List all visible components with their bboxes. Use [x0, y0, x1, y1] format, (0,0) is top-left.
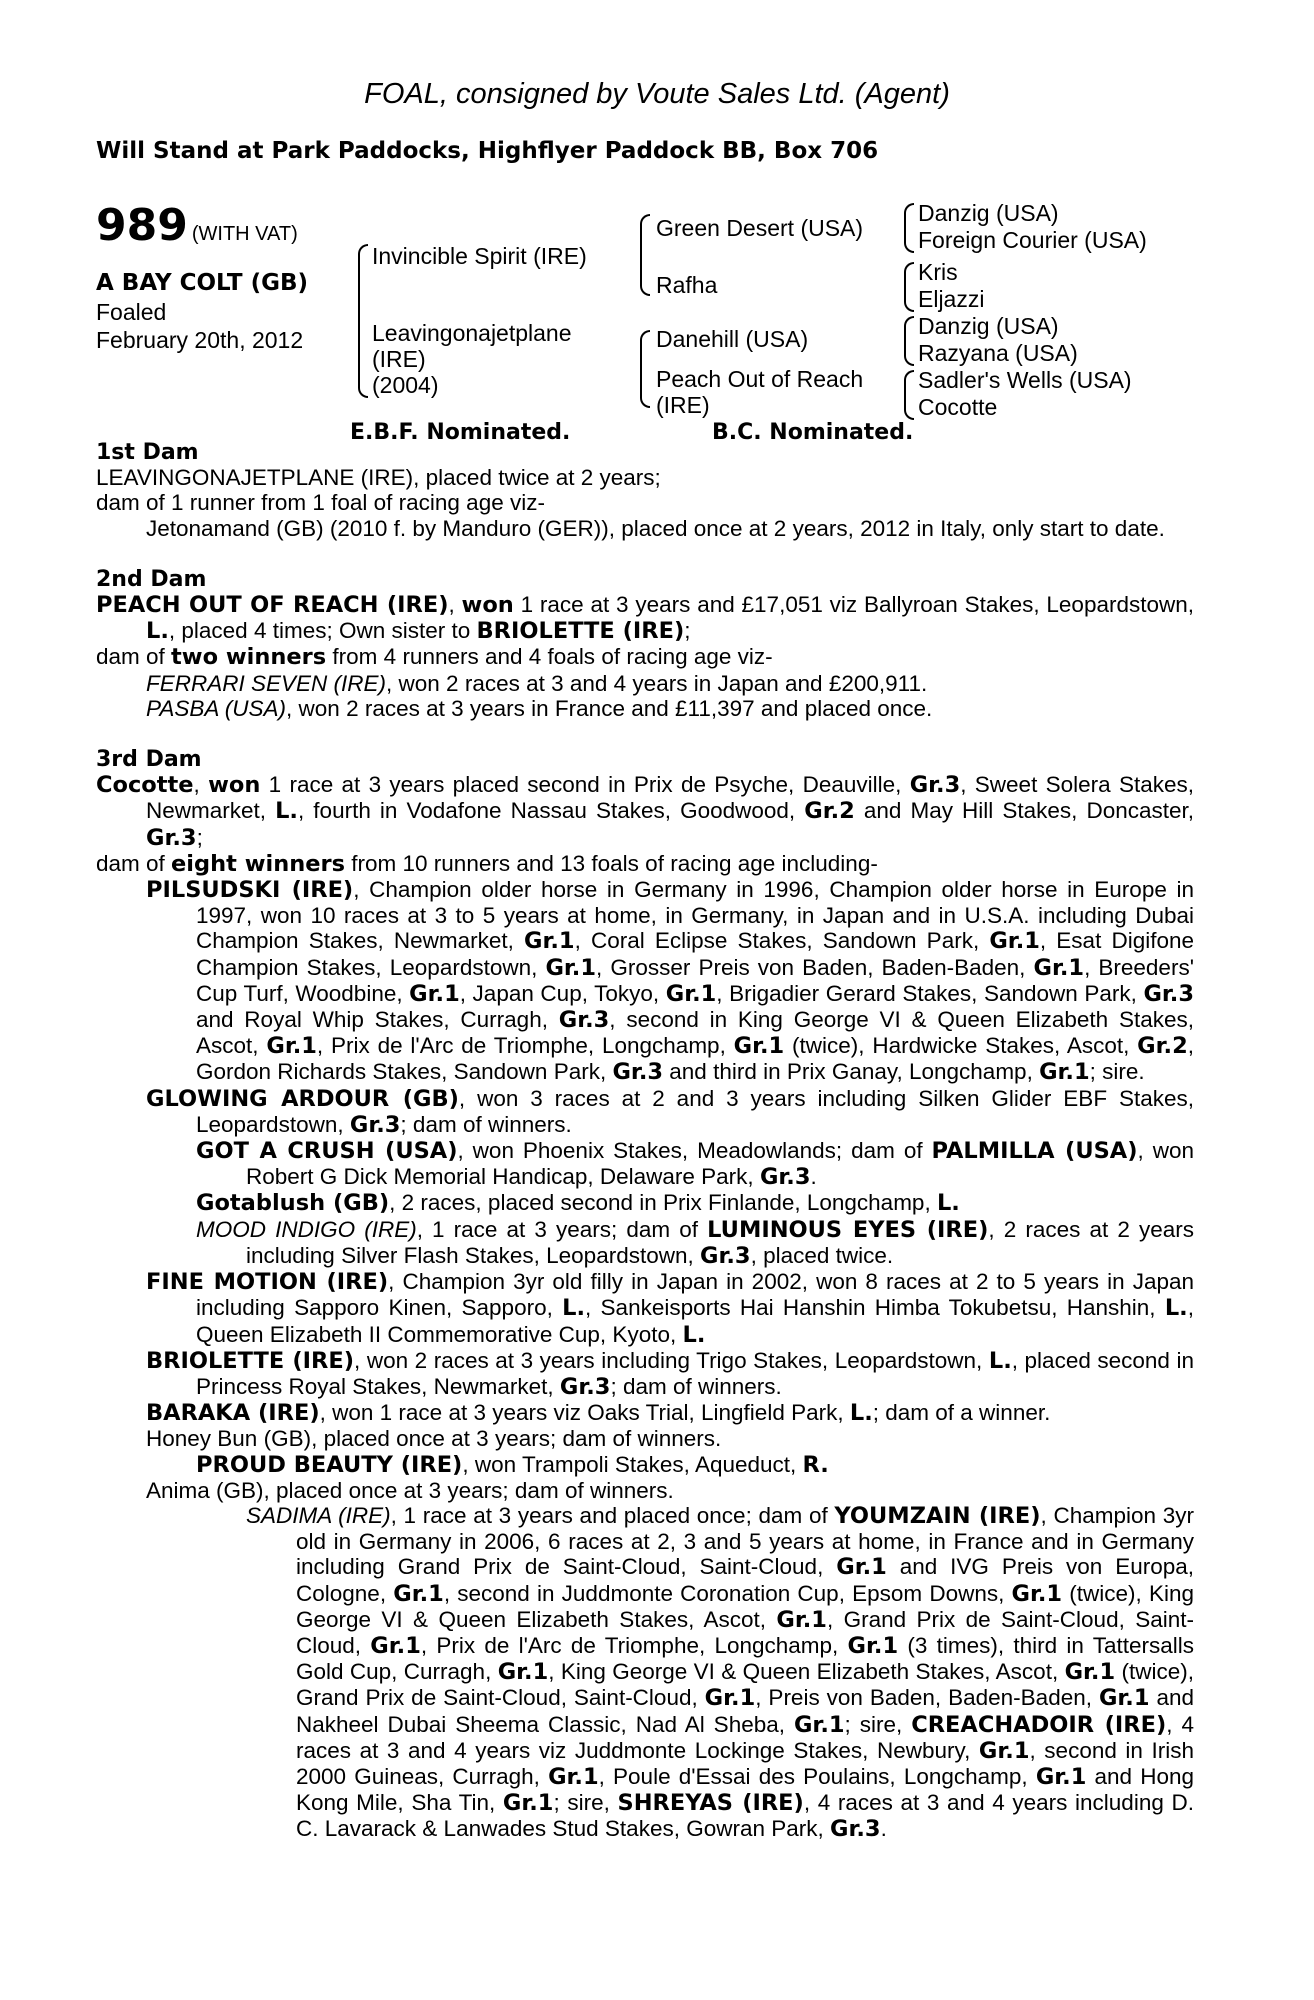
pedigree-dam-country: (IRE): [372, 346, 426, 372]
pedigree-dam-year: (2004): [372, 372, 439, 398]
record-text: , won 2 races at 3 years in France and £11,397 and placed once.: [286, 695, 933, 721]
pedigree-brace: [904, 316, 914, 366]
foaled-info: [96, 298, 303, 354]
pedigree-dam-dam: [656, 366, 863, 418]
pedigree-sire-dam: Rafha: [656, 272, 718, 298]
grade-label: L.: [146, 618, 169, 645]
dam-records: [96, 440, 1194, 1843]
pedigree-dam: [372, 320, 572, 398]
first-dam-heading: 1st Dam: [96, 440, 199, 465]
produce-entry: GOT A CRUSH (USA), won Phoenix Stakes, Meadowlands; dam of PALMILLA (USA), won Robert G Dick Memorial Handicap, Delaware Park, Gr.3.: [196, 1138, 1194, 1191]
horse-name: PASBA (USA): [146, 695, 287, 721]
foaled-label: Foaled: [96, 299, 167, 325]
pedigree-sss: Danzig (USA): [918, 200, 1059, 226]
horse-name: FERRARI SEVEN (IRE): [146, 670, 387, 696]
first-dam-produce-summary: dam of 1 runner from 1 foal of racing age viz-: [96, 490, 545, 516]
produce-entry: Gotablush (GB), 2 races, placed second in Prix Finlande, Longchamp, L.: [196, 1190, 960, 1217]
pedigree-brace: [904, 203, 914, 253]
vat-note: (WITH VAT): [191, 223, 298, 245]
pedigree-dam-dam-name: Peach Out of Reach: [656, 366, 864, 392]
pedigree-brace: [640, 330, 650, 408]
record-text: dam of: [96, 644, 172, 670]
pedigree-brace: [904, 370, 914, 420]
lot-title: A BAY COLT (GB): [96, 270, 309, 296]
pedigree-sire: Invincible Spirit (IRE): [372, 243, 587, 269]
third-dam-produce-summary: dam of eight winners from 10 runners and 13 foals of racing age including-: [96, 850, 878, 877]
record-text: 1 race at 3 years and £17,051 viz Ballyroan Stakes, Leopardstown,: [513, 592, 1195, 618]
produce-entry: PILSUDSKI (IRE), Champion older horse in Germany in 1996, Champion older horse in Europe in 1997, won 10 races at 3 to 5 years at home, in Germany, in Japan and in U.S.A. including Dubai Champion Stakes, Newmarket, Gr.1, Coral Eclipse Stakes, Sandown Park, Gr.1, Esat Digifone Champion Stakes, Leopardstown, Gr.1, Grosser Preis von Baden, Baden-Baden, Gr.1, Breeders' Cup Turf, Woodbine, Gr.1, Japan Cup, Tokyo, Gr.1, Brigadier Gerard Stakes, Sandown Park, Gr.3 and Royal Whip Stakes, Curragh, Gr.3, second in King George VI & Queen Elizabeth Stakes, Ascot, Gr.1, Prix de l'Arc de Triomphe, Longchamp, Gr.1 (twice), Hardwicke Stakes, Ascot, Gr.2, Gordon Richards Stakes, Sandown Park, Gr.3 and third in Prix Ganay, Longchamp, Gr.1; sire.: [146, 877, 1195, 1086]
produce-entry: PROUD BEAUTY (IRE), won Trampoli Stakes, Aqueduct, R.: [196, 1451, 829, 1478]
stand-location: Will Stand at Park Paddocks, Highflyer Paddock BB, Box 706: [96, 138, 879, 164]
pedigree-brace: [904, 262, 914, 312]
foaled-date: February 20th, 2012: [96, 327, 304, 353]
record-text: , won 2 races at 3 and 4 years in Japan and £200,911.: [386, 670, 928, 696]
pedigree-dds: Sadler's Wells (USA): [918, 367, 1132, 393]
first-dam-line: LEAVINGONAJETPLANE (IRE), placed twice at 2 years;: [96, 465, 661, 491]
pedigree-dsd: Razyana (USA): [918, 340, 1078, 366]
winners-count: two winners: [171, 644, 327, 671]
pedigree-dam-dam-country: (IRE): [656, 392, 710, 418]
second-dam-record: PEACH OUT OF REACH (IRE), won 1 race at 3 years and £17,051 viz Ballyroan Stakes, Leopardstown, L., placed 4 times; Own sister to BRIOLETTE (IRE);: [96, 592, 1195, 645]
ebf-nominated: E.B.F. Nominated.: [350, 420, 571, 445]
produce-entry: GLOWING ARDOUR (GB), won 3 races at 2 and 3 years including Silken Glider EBF Stakes, Leopardstown, Gr.3; dam of winners.: [146, 1085, 1194, 1138]
pedigree-sds: Kris: [918, 259, 958, 285]
pedigree-dss: Danzig (USA): [918, 313, 1059, 339]
bc-nominated: B.C. Nominated.: [712, 420, 914, 445]
produce-entry: BRIOLETTE (IRE), won 2 races at 3 years including Trigo Stakes, Leopardstown, L., placed second in Princess Royal Stakes, Newmarket, Gr.3; dam of winners.: [146, 1347, 1195, 1400]
produce-entry: [96, 671, 1194, 696]
second-dam-heading: 2nd Dam: [96, 566, 207, 592]
sister-name: BRIOLETTE (IRE): [476, 618, 685, 645]
second-dam-produce-summary: [96, 644, 1194, 670]
produce-entry: FINE MOTION (IRE), Champion 3yr old filly in Japan in 2002, won 8 races at 2 to 5 years in Japan including Sapporo Kinen, Sapporo, L., Sankeisports Hai Hanshin Himba Tokubetsu, Hanshin, L., Queen Elizabeth II Commemorative Cup, Kyoto, L.: [146, 1269, 1195, 1348]
pedigree-brace: [640, 214, 650, 296]
pedigree-ddd: Cocotte: [918, 394, 998, 420]
lot-number-block: [96, 200, 298, 251]
produce-entry: SADIMA (IRE), 1 race at 3 years and placed once; dam of YOUMZAIN (IRE), Champion 3yr old in Germany in 2006, 6 races at 2, 3 and 5 years at home, in France and in Germany including Grand Prix de Saint-Cloud, Saint-Cloud, Gr.1 and IVG Preis von Europa, Cologne, Gr.1, second in Juddmonte Coronation Cup, Epsom Downs, Gr.1 (twice), King George VI & Queen Elizabeth Stakes, Ascot, Gr.1, Grand Prix de Saint-Cloud, Saint-Cloud, Gr.1, Prix de l'Arc de Triomphe, Longchamp, Gr.1 (3 times), third in Tattersalls Gold Cup, Curragh, Gr.1, King George VI & Queen Elizabeth Stakes, Ascot, Gr.1 (twice), Grand Prix de Saint-Cloud, Saint-Cloud, Gr.1, Preis von Baden, Baden-Baden, Gr.1 and Nakheel Dubai Sheema Classic, Nad Al Sheba, Gr.1; sire, CREACHADOIR (IRE), 4 races at 3 and 4 years viz Juddmonte Lockinge Stakes, Newbury, Gr.1, second in Irish 2000 Guineas, Curragh, Gr.1, Poule d'Essai des Poulains, Longchamp, Gr.1 and Hong Kong Mile, Sha Tin, Gr.1; sire, SHREYAS (IRE), 4 races at 3 and 4 years including D. C. Lavarack & Lanwades Stud Stakes, Gowran Park, Gr.3.: [246, 1502, 1195, 1843]
record-text: , placed 4 times; Own sister to: [168, 618, 477, 644]
second-dam-name: PEACH OUT OF REACH (IRE): [96, 592, 449, 619]
record-text: from 4 runners and 4 foals of racing age viz-: [326, 644, 773, 670]
pedigree-ssd: Foreign Courier (USA): [918, 227, 1147, 253]
produce-entry: MOOD INDIGO (IRE), 1 race at 3 years; dam of LUMINOUS EYES (IRE), 2 races at 2 years including Silver Flash Stakes, Leopardstown, Gr.3, placed twice.: [196, 1216, 1194, 1269]
produce-entry: [96, 696, 1194, 721]
consignment-line: FOAL, consigned by Voute Sales Ltd. (Agent): [364, 78, 950, 110]
pedigree-dam-name: Leavingonajetplane: [372, 320, 572, 346]
won-label: won: [461, 592, 514, 619]
third-dam-record: Cocotte, won 1 race at 3 years placed second in Prix de Psyche, Deauville, Gr.3, Sweet Solera Stakes, Newmarket, L., fourth in Vodafone Nassau Stakes, Goodwood, Gr.2 and May Hill Stakes, Doncaster, Gr.3;: [96, 772, 1194, 851]
pedigree-dam-sire: Danehill (USA): [656, 326, 809, 352]
first-dam-produce-entry: Jetonamand (GB) (2010 f. by Manduro (GER)), placed once at 2 years, 2012 in Italy, only start to date.: [146, 515, 1165, 541]
produce-entry: Honey Bun (GB), placed once at 3 years; dam of winners.: [146, 1426, 722, 1452]
pedigree-sire-sire: Green Desert (USA): [656, 215, 864, 241]
record-text: ;: [684, 618, 691, 644]
lot-number: 989: [96, 200, 188, 251]
produce-entry: BARAKA (IRE), won 1 race at 3 years viz Oaks Trial, Lingfield Park, L.; dam of a winner.: [146, 1400, 1051, 1427]
third-dam-heading: 3rd Dam: [96, 747, 202, 773]
pedigree-brace: [358, 244, 368, 398]
pedigree-sdd: Eljazzi: [918, 286, 985, 312]
produce-entry: Anima (GB), placed once at 3 years; dam of winners.: [146, 1477, 674, 1503]
